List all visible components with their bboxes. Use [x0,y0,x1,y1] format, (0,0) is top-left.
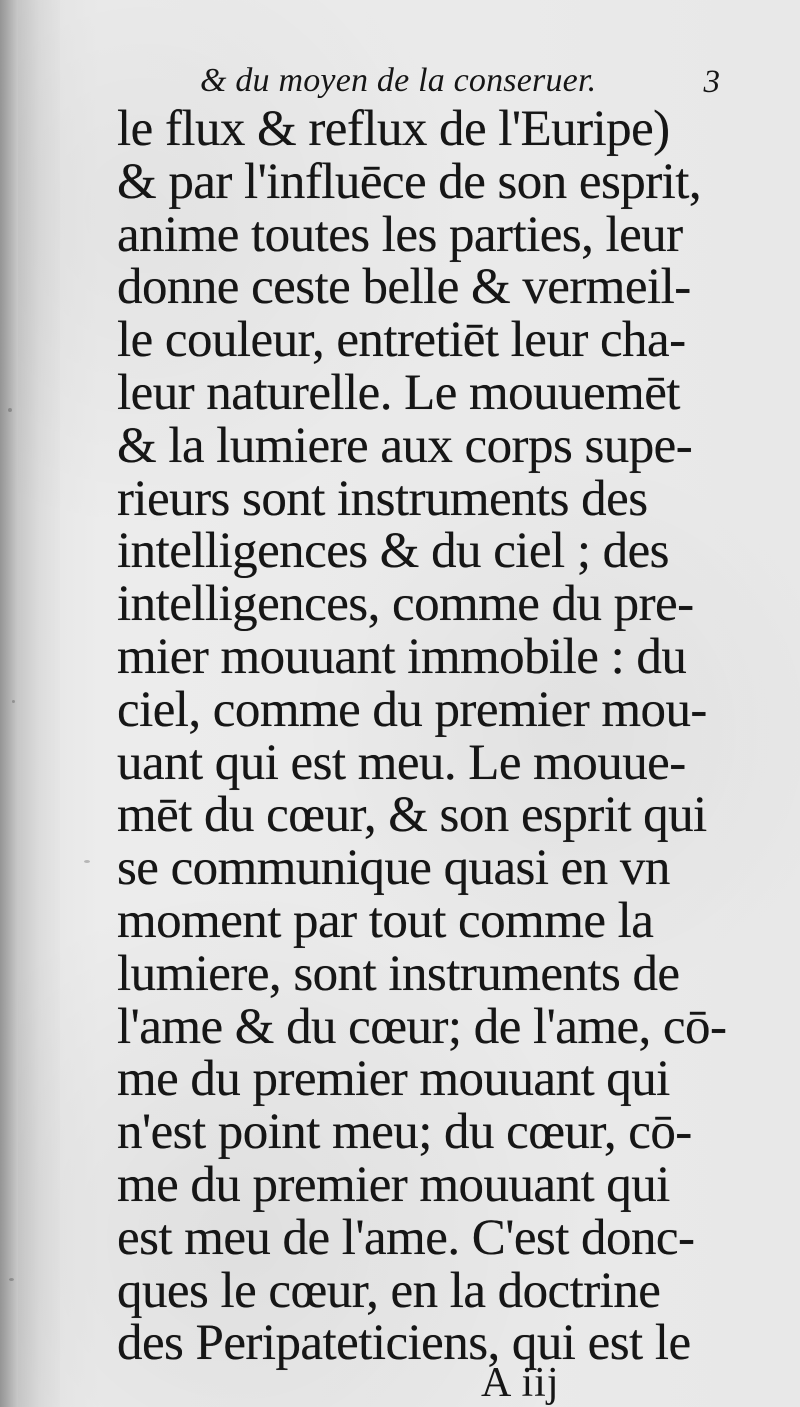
text-line: n'est point meu; du cœur, cō- [117,1104,692,1161]
text-line: me du premier mouuant qui [117,1051,670,1108]
text-line: me du premier mouuant qui [117,1156,670,1213]
body-text [117,103,745,1370]
ink-speck [12,700,15,703]
text-line: le couleur, entretiēt leur cha- [117,312,686,369]
page-number: 3 [703,64,720,100]
text-line: est meu de l'ame. C'est donc- [117,1209,695,1266]
text-line: moment par tout comme la [117,892,654,949]
text-line: l'ame & du cœur; de l'ame, cō- [117,998,727,1055]
running-title: & du moyen de la conseruer. [200,62,597,99]
ink-speck [8,408,12,412]
text-line: mēt du cœur, & son esprit qui [117,787,707,844]
inner-gutter-shadow [18,0,60,1407]
text-line: anime toutes les parties, leur [117,206,683,263]
printer-signature: A iij [481,1360,560,1406]
text-line: des Peripateticiens, qui est le [117,1315,691,1372]
text-line: ciel, comme du premier mou- [117,681,707,738]
text-line: rieurs sont instruments des [117,470,648,527]
text-line: le flux & reflux de l'Euripe) [117,101,670,157]
text-line: intelligences & du ciel ; des [117,523,669,580]
text-line: uant qui est meu. Le mouue- [117,734,686,791]
text-line: intelligences, comme du pre- [117,576,694,633]
left-margin-shadow [0,0,18,1407]
text-line: donne ceste belle & vermeil- [117,259,691,316]
text-line: se communique quasi en vn [117,840,670,897]
text-line: lumiere, sont instruments de [117,945,680,1002]
ink-speck [84,860,90,863]
text-line: mier mouuant immobile : du [117,628,687,685]
ink-speck [9,1278,14,1281]
text-line: leur naturelle. Le mouuemēt [117,364,680,421]
text-line: & la lumiere aux corps supe- [117,417,693,474]
text-line: & par l'influēce de son esprit, [117,153,702,210]
text-line: ques le cœur, en la doctrine [117,1262,661,1319]
